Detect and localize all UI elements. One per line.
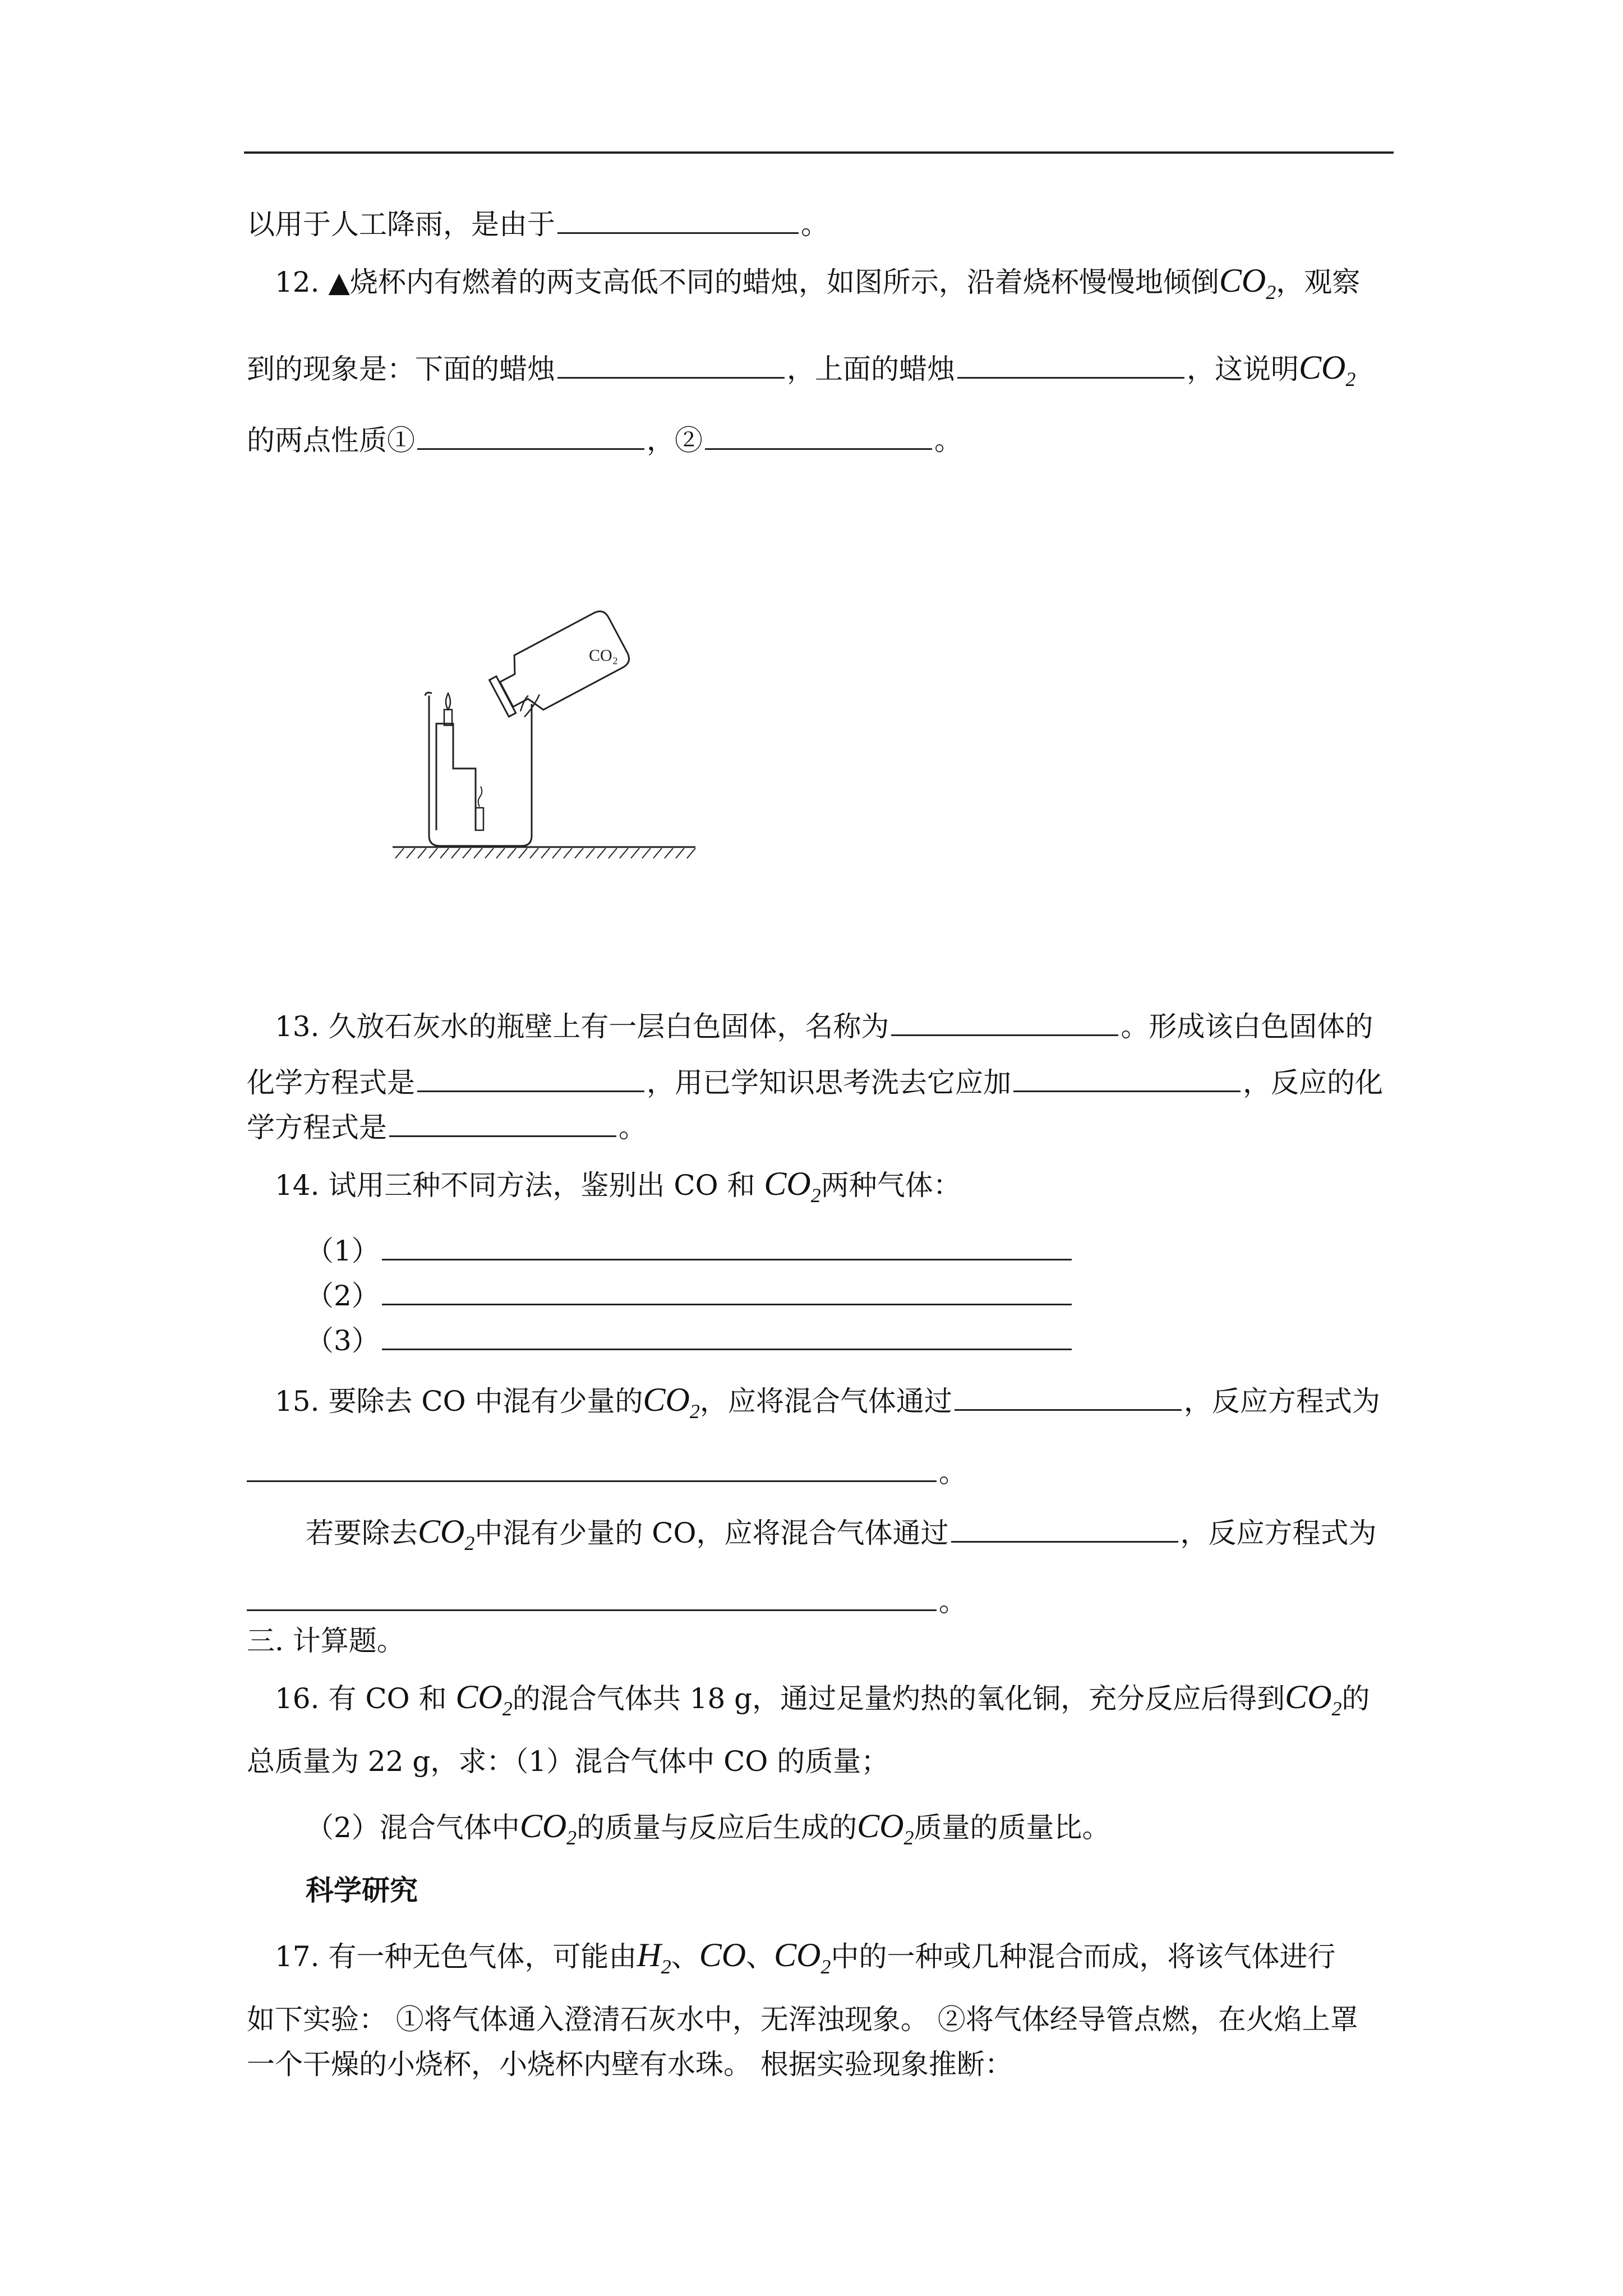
- text: 中的一种或几种混合而成，将该气体进行: [831, 1940, 1336, 1973]
- text: ，这说明: [1187, 353, 1299, 385]
- text: 。: [619, 1111, 647, 1144]
- text: 的两点性质①: [247, 424, 415, 457]
- text: 。: [939, 1456, 967, 1489]
- text: 有一种无色气体，可能由: [328, 1940, 637, 1973]
- co2-bottle: [485, 608, 633, 726]
- item-label: （2）: [306, 1280, 380, 1312]
- bottle-label: CO₂: [589, 646, 619, 665]
- answer-blank[interactable]: [557, 355, 785, 379]
- answer-blank[interactable]: [382, 1326, 1072, 1350]
- question-16-line2: 总质量为 22 g，求：（1）混合气体中 CO 的质量；: [247, 1745, 889, 1778]
- chem-formula: $CO_2$: [643, 1381, 700, 1423]
- text: ，应将混合气体通过: [699, 1385, 952, 1418]
- text: 若要除去: [306, 1517, 418, 1549]
- question-12: [275, 264, 1360, 309]
- text: 久放石灰水的瓶壁上有一层白色固体，名称为: [328, 1010, 889, 1043]
- answer-blank[interactable]: [951, 1519, 1178, 1543]
- answer-blank[interactable]: [382, 1236, 1072, 1260]
- question-number: 13.: [275, 1010, 320, 1043]
- question-14: [275, 1167, 961, 1212]
- answer-blank[interactable]: [417, 426, 644, 450]
- text: 的: [1341, 1682, 1370, 1715]
- chem-formula: $CO_2$: [455, 1678, 513, 1720]
- text: 质量的质量比。: [914, 1811, 1110, 1844]
- chem-formula: $CO_2$: [519, 1807, 577, 1849]
- text: ，反应方程式为: [1180, 1517, 1377, 1549]
- text: 。: [934, 424, 962, 457]
- text: 的混合气体共 18 g，通过足量灼热的氧化铜，充分反应后得到: [512, 1682, 1285, 1715]
- text: 试用三种不同方法，鉴别出 CO 和: [328, 1169, 755, 1202]
- question-number: 15.: [275, 1385, 320, 1418]
- lower-candle: [476, 808, 483, 830]
- text: 中混有少量的 CO，应将混合气体通过: [474, 1517, 949, 1549]
- chem-formula: $CO_2$: [1219, 262, 1276, 303]
- text: ▲烧杯内有燃着的两支高低不同的蜡烛，如图所示，沿着烧杯慢慢地倾倒: [328, 266, 1219, 298]
- answer-blank[interactable]: [891, 1012, 1118, 1036]
- question-13: [275, 1010, 1373, 1043]
- text: 的质量与反应后生成的: [577, 1811, 857, 1844]
- text: 以用于人工降雨，是由于: [247, 208, 555, 241]
- question-13-line3: [247, 1111, 647, 1144]
- chem-formula: $CO_2$: [1285, 1678, 1342, 1720]
- answer-blank[interactable]: [705, 426, 932, 450]
- text: ，用已学知识思考洗去它应加: [647, 1066, 1011, 1099]
- answer-blank[interactable]: [955, 1387, 1182, 1411]
- text: ，观察: [1276, 266, 1361, 298]
- text: 。: [801, 208, 829, 241]
- question-17-line2: 如下实验： ①将气体通入澄清石灰水中，无浑浊现象。 ②将气体经导管点燃，在火焰上罩: [247, 2003, 1358, 2036]
- question-17: 17. 有一种无色气体，可能由$H_2$、CO、$CO_2$中的一种或几种混合而成，将该气体进行: [275, 1936, 1336, 1978]
- answer-blank[interactable]: [957, 355, 1184, 379]
- text: ，上面的蜡烛: [787, 353, 955, 385]
- text: 学方程式是: [247, 1111, 387, 1144]
- item-label: （1）: [306, 1235, 380, 1267]
- text: 要除去 CO 中混有少量的: [328, 1385, 643, 1418]
- text: ，反应方程式为: [1183, 1385, 1380, 1418]
- question-12-line3: [247, 424, 962, 457]
- flame-icon: [446, 693, 450, 710]
- text: 两种气体：: [820, 1169, 961, 1202]
- question-15-line3: [306, 1515, 1377, 1560]
- chem-formula: CO: [699, 1936, 746, 1973]
- text: 化学方程式是: [247, 1066, 415, 1099]
- answer-blank[interactable]: [247, 1587, 937, 1611]
- chem-formula: $H_2$: [637, 1936, 671, 1978]
- chem-formula: $CO_2$: [857, 1807, 914, 1849]
- question-number: 12.: [275, 266, 320, 298]
- question-13-line2: [247, 1066, 1383, 1099]
- section-heading: 三. 计算题。: [247, 1625, 405, 1657]
- text: ，反应的化: [1243, 1066, 1383, 1099]
- q14-item-3: [306, 1324, 1074, 1358]
- question-16: [275, 1680, 1370, 1726]
- line-continued: [247, 208, 829, 241]
- q14-item-1: [306, 1234, 1074, 1268]
- question-number: 17.: [275, 1940, 320, 1973]
- text: 。: [939, 1585, 967, 1618]
- chem-formula: $CO_2$: [1299, 349, 1356, 390]
- beaker-candle-figure: [387, 583, 701, 864]
- section-subheading: 科学研究: [306, 1874, 418, 1907]
- text: （2）混合气体中: [306, 1811, 520, 1844]
- q14-item-2: [306, 1279, 1074, 1313]
- answer-blank[interactable]: [382, 1281, 1072, 1305]
- ground-hatching: [395, 848, 695, 858]
- question-number: 14.: [275, 1169, 320, 1202]
- answer-blank[interactable]: [557, 210, 799, 234]
- question-12-line2: [247, 351, 1355, 396]
- item-label: （3）: [306, 1324, 380, 1357]
- answer-blank[interactable]: [389, 1113, 616, 1137]
- chem-formula: $CO_2$: [418, 1513, 475, 1554]
- answer-blank[interactable]: [247, 1458, 937, 1482]
- smoke-icon: [478, 786, 482, 807]
- text: 。形成该白色固体的: [1121, 1010, 1373, 1043]
- answer-blank[interactable]: [417, 1068, 644, 1092]
- text: 到的现象是：下面的蜡烛: [247, 353, 555, 385]
- stand: [436, 724, 476, 830]
- question-15-line4: [247, 1585, 967, 1618]
- answer-blank[interactable]: [1013, 1068, 1241, 1092]
- chem-formula: $CO_2$: [774, 1936, 831, 1978]
- question-15: [275, 1383, 1380, 1428]
- question-15-line2: [247, 1456, 967, 1489]
- question-16-line3: [306, 1809, 1110, 1855]
- header-rule: [244, 151, 1394, 154]
- text: 有 CO 和: [328, 1682, 447, 1715]
- question-17-line3: 一个干燥的小烧杯，小烧杯内壁有水珠。 根据实验现象推断：: [247, 2048, 1013, 2081]
- text: ，②: [647, 424, 703, 457]
- question-number: 16.: [275, 1682, 320, 1715]
- chem-formula: $CO_2$: [764, 1165, 821, 1207]
